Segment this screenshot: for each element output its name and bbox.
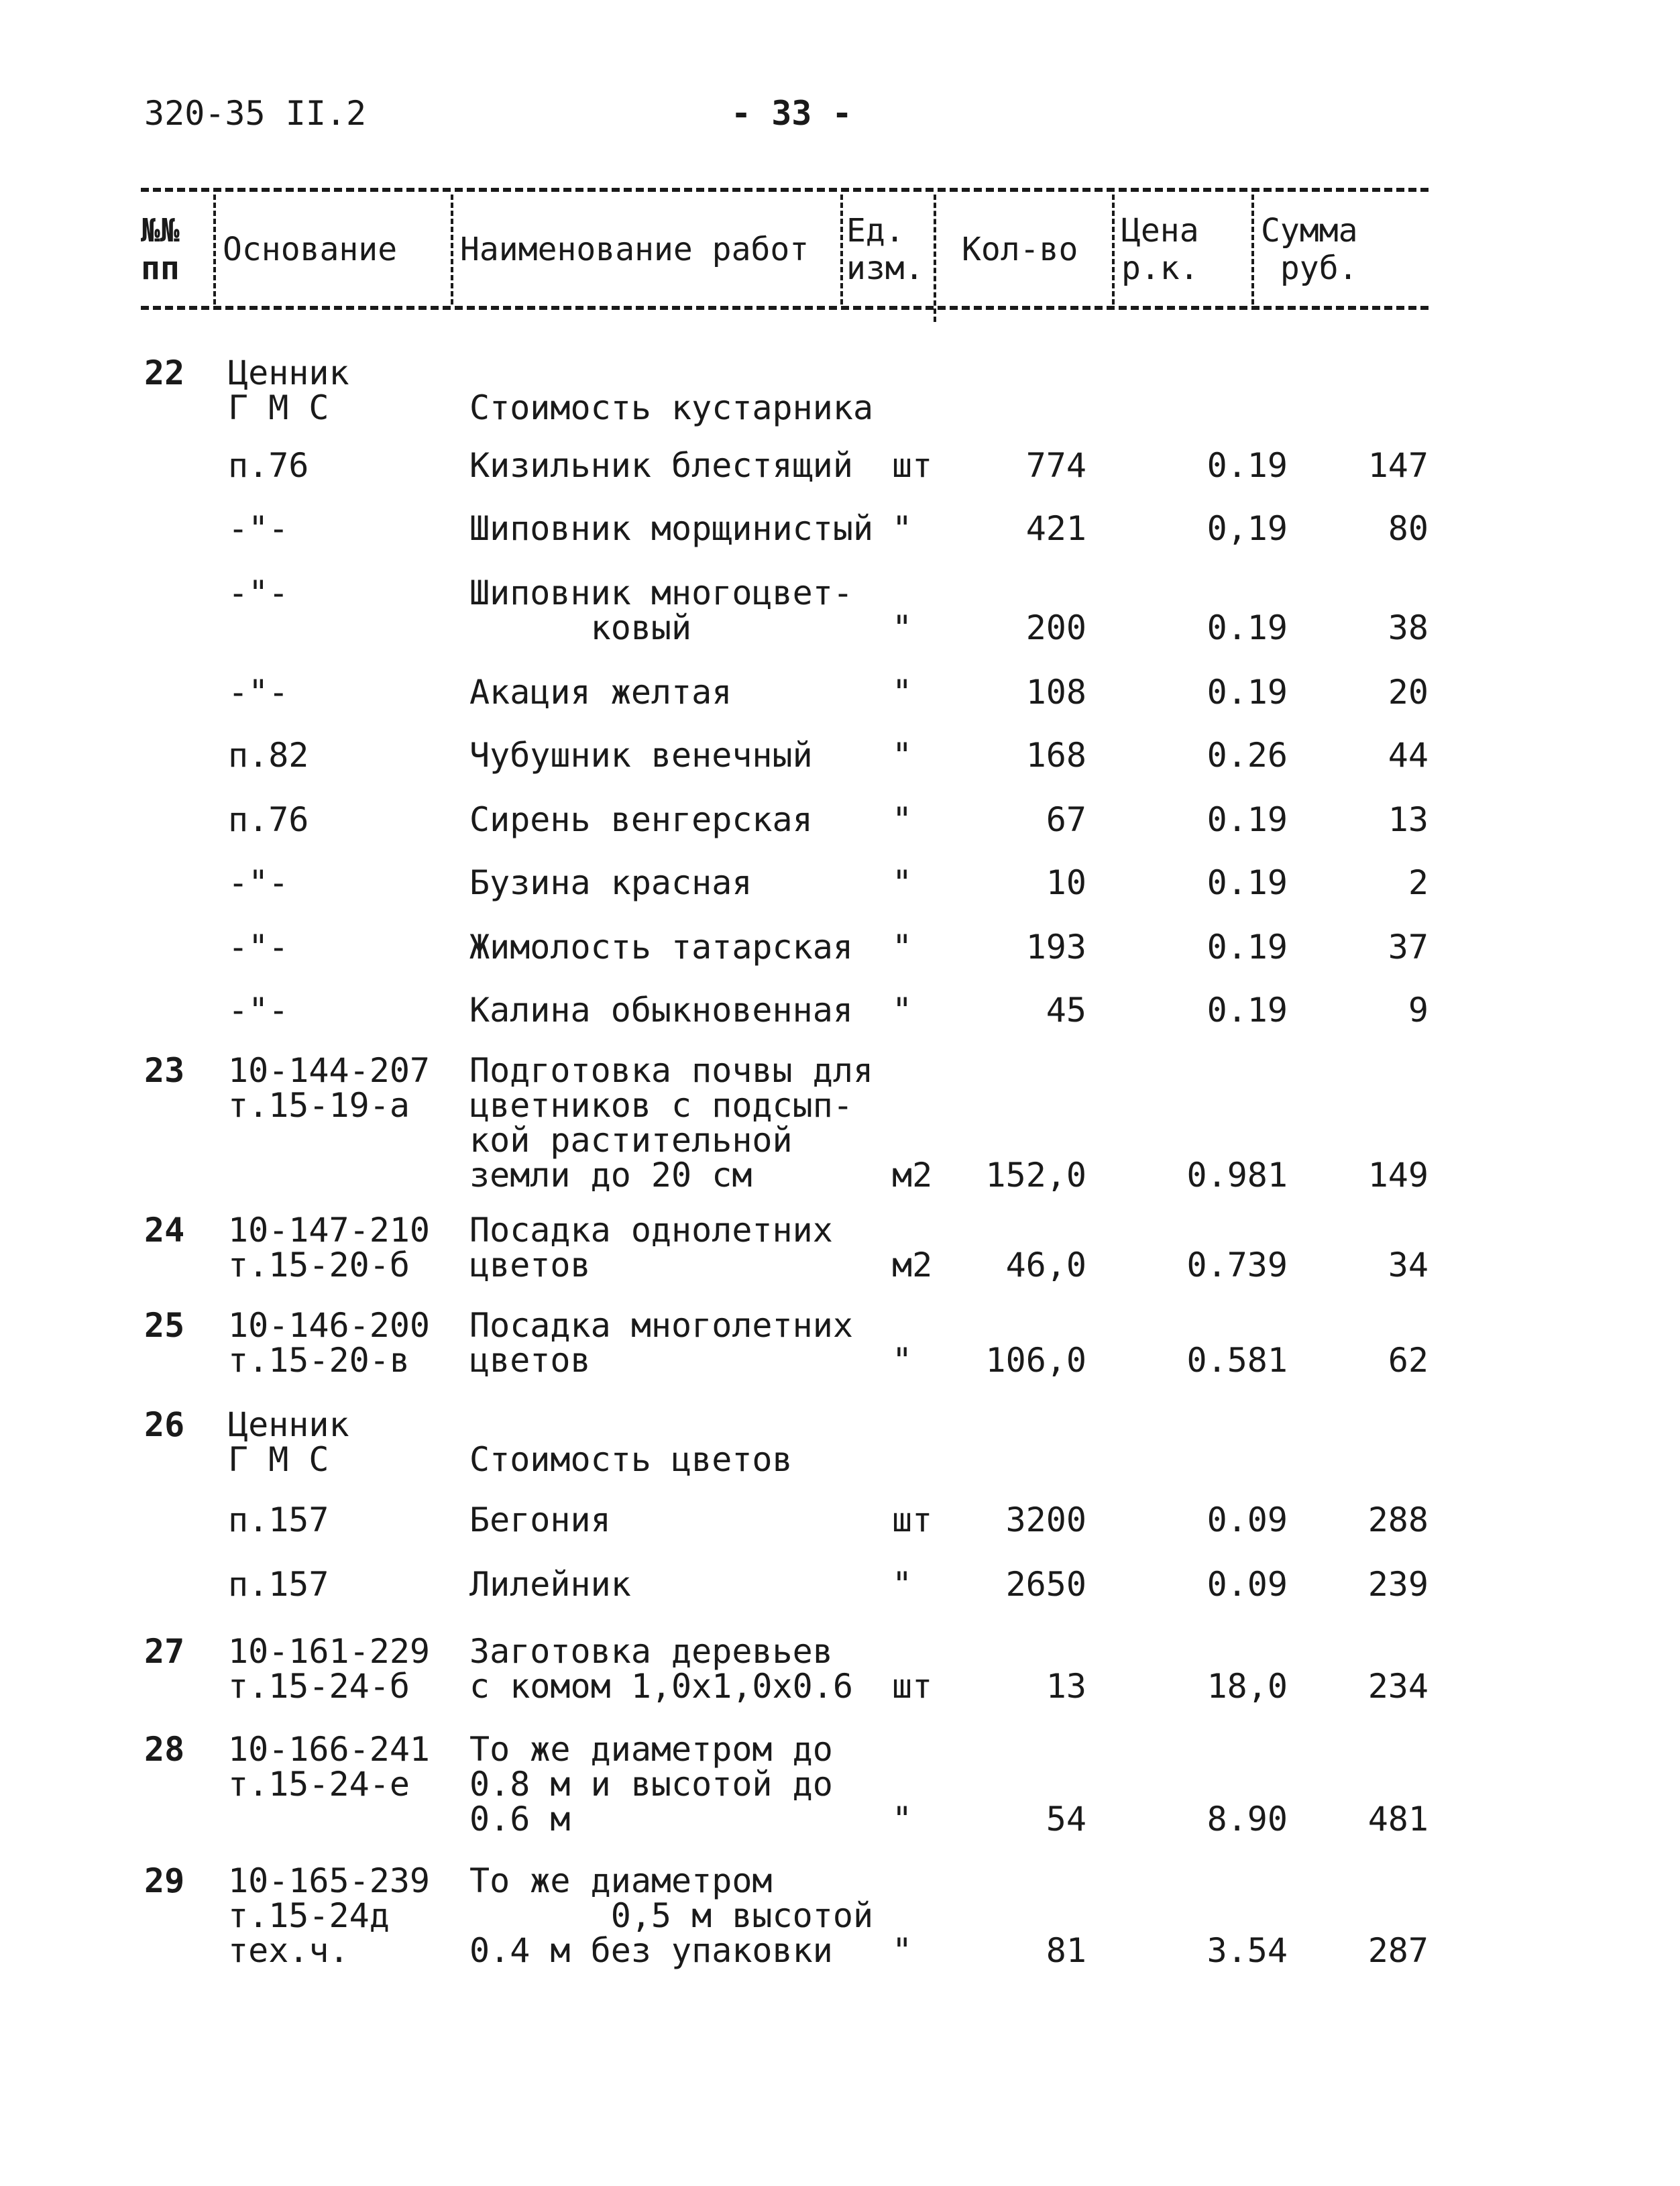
header-bottom-rule [141, 306, 1429, 310]
cell-name: Шиповник морщинистый [469, 509, 874, 548]
cell-sum: 287 [1367, 1931, 1429, 1970]
col-header-basis: Основание [223, 231, 398, 268]
cell-basis: 10-146-200 т.15-20-в [228, 1306, 431, 1380]
cell-basis: п.76 [228, 800, 309, 839]
cell-name: Стоимость кустарника [469, 388, 874, 427]
cell-num: 25 [144, 1306, 185, 1345]
cell-name: Подготовка почвы для цветников с подсып- кой растительной земли до 20 см [469, 1051, 874, 1195]
cell-qty: 81 [1046, 1931, 1086, 1970]
cell-sum: 9 [1408, 991, 1429, 1030]
cell-name: Сирень венгерская [469, 800, 813, 839]
cell-num: 22 [144, 353, 185, 392]
header-separator [934, 195, 936, 322]
cell-unit: шт [892, 446, 933, 485]
cell-basis: -"- [228, 928, 289, 967]
col-header-num: №№ пп [141, 212, 180, 287]
col-header-qty: Кол-во [962, 231, 1078, 268]
cell-unit: " [892, 1800, 913, 1839]
cell-sum: 234 [1367, 1667, 1429, 1706]
cell-num: 23 [144, 1051, 185, 1090]
cell-qty: 106,0 [985, 1341, 1086, 1380]
cell-name: Чубушник венечный [469, 736, 813, 775]
cell-num: 28 [144, 1730, 185, 1769]
cell-qty: 46,0 [1005, 1246, 1086, 1285]
cell-sum: 13 [1388, 800, 1429, 839]
cell-sum: 38 [1388, 608, 1429, 647]
cell-qty: 2650 [1005, 1565, 1086, 1604]
cell-unit: шт [892, 1667, 933, 1706]
cell-name: Посадка многолетних цветов [469, 1306, 853, 1380]
header-separator [451, 195, 453, 305]
cell-unit: " [892, 1341, 913, 1380]
cell-name: То же диаметром 0,5 м высотой 0.4 м без упаковки [469, 1861, 874, 1970]
cell-unit: " [892, 1565, 913, 1604]
cell-basis: п.82 [228, 736, 309, 775]
cell-basis: -"- [228, 509, 289, 548]
cell-num: 29 [144, 1861, 185, 1900]
cell-sum: 34 [1388, 1246, 1429, 1285]
cell-sum: 481 [1367, 1800, 1429, 1839]
cell-unit: м2 [892, 1156, 933, 1195]
cell-basis: -"- [228, 991, 289, 1030]
cell-sum: 20 [1388, 673, 1429, 712]
cell-price: 0.581 [1186, 1341, 1288, 1380]
cell-qty: 168 [1025, 736, 1086, 775]
cell-basis: Ценник Г М С [228, 353, 349, 427]
cell-basis: -"- [228, 573, 289, 612]
cell-num: 26 [144, 1405, 185, 1444]
cell-basis: -"- [228, 673, 289, 712]
cell-sum: 37 [1388, 928, 1429, 967]
page-number: - 33 - [731, 94, 852, 133]
cell-num: 27 [144, 1632, 185, 1671]
header-separator [213, 195, 216, 305]
cell-price: 0.19 [1207, 863, 1288, 902]
cell-unit: " [892, 736, 913, 775]
col-header-price: Цена р.к. [1121, 212, 1199, 287]
cell-name: Шиповник многоцвет- ковый [469, 573, 853, 647]
cell-name: Посадка однолетних цветов [469, 1211, 833, 1285]
cell-price: 0.19 [1207, 991, 1288, 1030]
cell-unit: шт [892, 1500, 933, 1539]
cell-sum: 149 [1367, 1156, 1429, 1195]
cell-unit: " [892, 509, 913, 548]
cell-name: Стоимость цветов [469, 1440, 793, 1479]
header-separator [840, 195, 843, 305]
cell-price: 3.54 [1207, 1931, 1288, 1970]
cell-num: 24 [144, 1211, 185, 1250]
cell-qty: 108 [1025, 673, 1086, 712]
cell-price: 0.19 [1207, 800, 1288, 839]
cell-qty: 13 [1046, 1667, 1086, 1706]
cell-unit: " [892, 863, 913, 902]
cell-qty: 200 [1025, 608, 1086, 647]
cell-unit: " [892, 928, 913, 967]
cell-qty: 193 [1025, 928, 1086, 967]
cell-basis: 10-147-210 т.15-20-б [228, 1211, 431, 1285]
cell-basis: Ценник Г М С [228, 1405, 349, 1479]
cell-unit: " [892, 673, 913, 712]
cell-unit: " [892, 608, 913, 647]
cell-price: 0.981 [1186, 1156, 1288, 1195]
col-header-name: Наименование работ [460, 231, 809, 268]
col-header-sum: Сумма руб. [1261, 212, 1358, 287]
cell-name: Кизильник блестящий [469, 446, 853, 485]
cell-qty: 421 [1025, 509, 1086, 548]
cell-price: 0,19 [1207, 509, 1288, 548]
cell-qty: 10 [1046, 863, 1086, 902]
header-separator [1251, 195, 1254, 305]
header-separator [1112, 195, 1115, 305]
cell-price: 18,0 [1207, 1667, 1288, 1706]
cell-price: 0.19 [1207, 446, 1288, 485]
cell-unit: " [892, 1931, 913, 1970]
cell-unit: м2 [892, 1246, 933, 1285]
cell-price: 0.19 [1207, 928, 1288, 967]
table-header [141, 188, 1429, 322]
cell-unit: " [892, 800, 913, 839]
cell-qty: 45 [1046, 991, 1086, 1030]
cell-price: 0.09 [1207, 1565, 1288, 1604]
cell-sum: 44 [1388, 736, 1429, 775]
cell-sum: 62 [1388, 1341, 1429, 1380]
cell-sum: 288 [1367, 1500, 1429, 1539]
cell-qty: 152,0 [985, 1156, 1086, 1195]
cell-name: Акация желтая [469, 673, 732, 712]
cell-name: Бузина красная [469, 863, 752, 902]
cell-basis: -"- [228, 863, 289, 902]
cell-basis: 10-165-239 т.15-24д тех.ч. [228, 1861, 431, 1970]
cell-unit: " [892, 991, 913, 1030]
cell-qty: 54 [1046, 1800, 1086, 1839]
cell-price: 0.19 [1207, 673, 1288, 712]
cell-name: Калина обыкновенная [469, 991, 853, 1030]
cell-price: 0.739 [1186, 1246, 1288, 1285]
document-code: 320-35 II.2 [144, 94, 367, 133]
cell-name: Бегония [469, 1500, 611, 1539]
header-top-rule [141, 188, 1429, 192]
cell-name: То же диаметром до 0.8 м и высотой до 0.6 м [469, 1730, 833, 1839]
col-header-unit: Ед. изм. [846, 212, 924, 287]
cell-price: 0.19 [1207, 608, 1288, 647]
cell-qty: 3200 [1005, 1500, 1086, 1539]
cell-basis: п.157 [228, 1500, 329, 1539]
cell-qty: 67 [1046, 800, 1086, 839]
cell-basis: 10-144-207 т.15-19-а [228, 1051, 431, 1125]
cell-sum: 2 [1408, 863, 1429, 902]
cell-name: Лилейник [469, 1565, 631, 1604]
cell-basis: п.76 [228, 446, 309, 485]
cell-sum: 80 [1388, 509, 1429, 548]
cell-price: 0.26 [1207, 736, 1288, 775]
cell-basis: 10-166-241 т.15-24-е [228, 1730, 431, 1804]
cell-name: Жимолость татарская [469, 928, 853, 967]
cell-qty: 774 [1025, 446, 1086, 485]
cell-sum: 147 [1367, 446, 1429, 485]
cell-sum: 239 [1367, 1565, 1429, 1604]
cell-name: Заготовка деревьев с комом 1,0х1,0х0.6 [469, 1632, 853, 1706]
cell-price: 0.09 [1207, 1500, 1288, 1539]
cell-basis: 10-161-229 т.15-24-б [228, 1632, 431, 1706]
cell-price: 8.90 [1207, 1800, 1288, 1839]
cell-basis: п.157 [228, 1565, 329, 1604]
